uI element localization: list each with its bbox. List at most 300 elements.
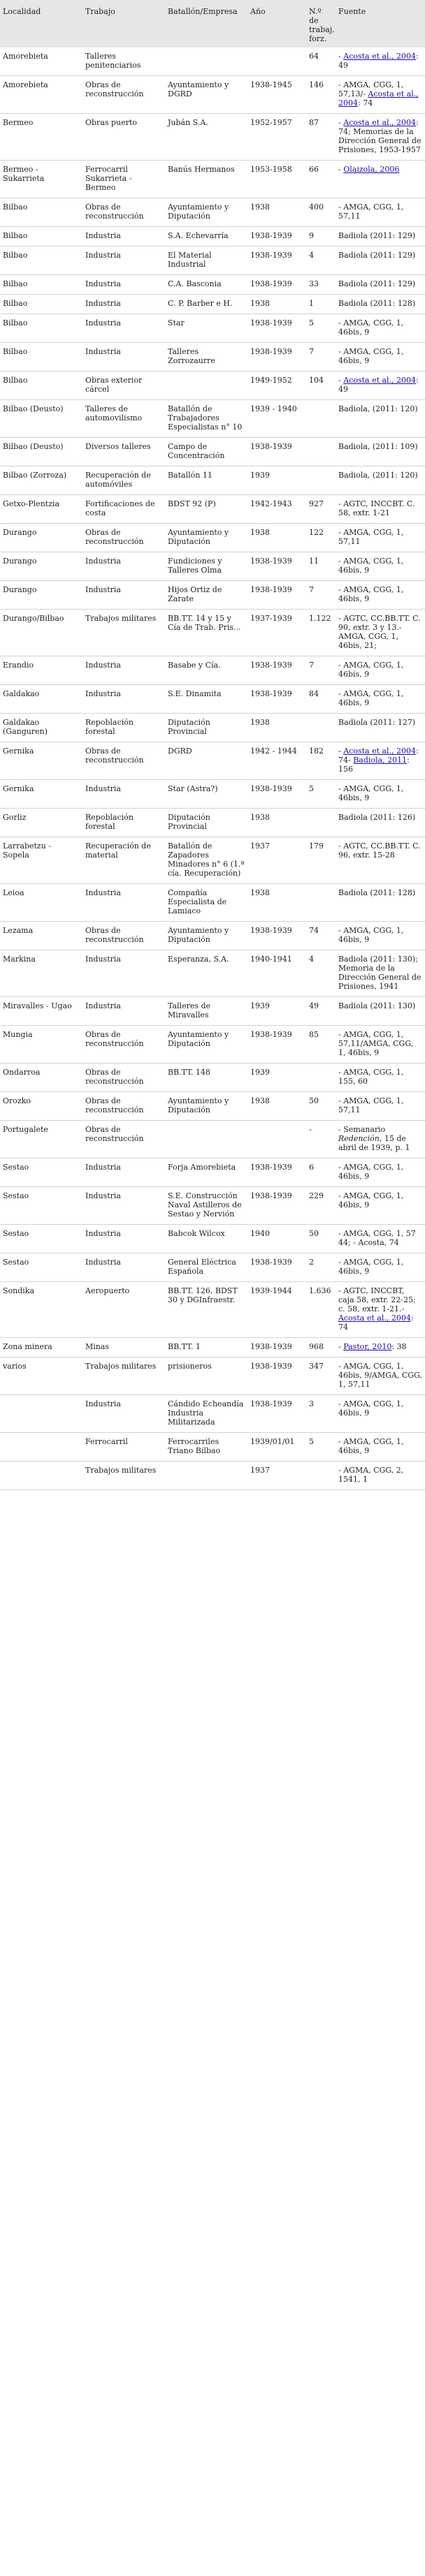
cell-fuente — [336, 1395, 425, 1433]
cell-fuente — [336, 581, 425, 610]
cell-localidad: Bermeo - Sukarrieta — [0, 161, 82, 198]
cell-ano: 1939/01/01 — [247, 1433, 306, 1462]
source-text: - AMGA, CGG, 1, 57,13/- — [338, 80, 404, 98]
cell-ano: 1938-1939 — [247, 275, 306, 295]
cell-localidad: Gernika — [0, 742, 82, 780]
table-row — [0, 1282, 425, 1338]
cell-numero-trabajadores: 4 — [306, 246, 336, 275]
cell-localidad: Amorebieta — [0, 47, 82, 76]
table-row — [0, 76, 425, 114]
source-text: - AMGA, CGG, 1, 46bis, 9 — [338, 1437, 404, 1455]
cell-fuente — [336, 552, 425, 581]
cell-localidad: Bilbao — [0, 295, 82, 314]
cell-batallon-empresa: Ayuntamiento y DGRD — [165, 76, 247, 114]
cell-batallon-empresa — [165, 1121, 247, 1158]
cell-numero-trabajadores — [306, 714, 336, 742]
table-row — [0, 227, 425, 246]
cell-localidad: Getxo-Plentzia — [0, 495, 82, 524]
cell-trabajo: Industria — [82, 552, 165, 581]
source-text: - AMGA, CGG, 1, 46bis, 9 — [338, 1258, 404, 1276]
cell-localidad: Gorliz — [0, 809, 82, 837]
cell-trabajo: Obras de reconstrucción — [82, 1121, 165, 1158]
cell-batallon-empresa: DGRD — [165, 742, 247, 780]
cell-localidad: Orozko — [0, 1092, 82, 1121]
source-link[interactable]: Acosta et al., 2004 — [343, 376, 417, 385]
cell-localidad: Durango — [0, 581, 82, 610]
cell-fuente — [336, 161, 425, 198]
cell-localidad: Portugalete — [0, 1121, 82, 1158]
cell-localidad — [0, 1462, 82, 1490]
cell-fuente — [336, 837, 425, 884]
cell-localidad: Miravalles - Ugao — [0, 997, 82, 1026]
cell-batallon-empresa: Campo de Concentración — [165, 438, 247, 466]
table-row — [0, 1187, 425, 1225]
cell-numero-trabajadores: 84 — [306, 685, 336, 714]
cell-fuente — [336, 997, 425, 1026]
source-text: - — [338, 1342, 344, 1351]
cell-trabajo: Obras de reconstrucción — [82, 1092, 165, 1121]
cell-trabajo: Industria — [82, 1225, 165, 1253]
source-text: Badiola (2011: 128) — [338, 299, 416, 308]
cell-ano: 1938-1939 — [247, 685, 306, 714]
table-row — [0, 997, 425, 1026]
cell-ano: 1938-1939 — [247, 581, 306, 610]
cell-batallon-empresa — [165, 47, 247, 76]
cell-ano: 1938-1939 — [247, 227, 306, 246]
cell-ano: 1942-1943 — [247, 495, 306, 524]
cell-localidad: Bilbao — [0, 275, 82, 295]
cell-trabajo: Repoblación forestal — [82, 714, 165, 742]
cell-numero-trabajadores: 87 — [306, 114, 336, 161]
cell-fuente — [336, 524, 425, 552]
cell-batallon-empresa: Diputación Provincial — [165, 809, 247, 837]
cell-ano: 1938-1939 — [247, 1158, 306, 1187]
cell-numero-trabajadores: 9 — [306, 227, 336, 246]
cell-localidad: Durango — [0, 552, 82, 581]
cell-numero-trabajadores: 33 — [306, 275, 336, 295]
table-row — [0, 610, 425, 656]
cell-ano: 1940 — [247, 1225, 306, 1253]
table-row — [0, 1253, 425, 1282]
cell-localidad: Lezama — [0, 922, 82, 950]
cell-trabajo: Industria — [82, 1395, 165, 1433]
source-text: - AMGA, CGG, 1, 46bis, 9 — [338, 1399, 404, 1418]
cell-numero-trabajadores: 64 — [306, 47, 336, 76]
cell-ano: 1938-1939 — [247, 1026, 306, 1063]
table-row — [0, 1026, 425, 1063]
cell-numero-trabajadores: 1 — [306, 295, 336, 314]
cell-ano: 1938-1939 — [247, 1395, 306, 1433]
source-text: - AMGA, CGG, 1, 57 44; - Acosta, 74 — [338, 1229, 416, 1247]
cell-trabajo: Talleres penitenciarios — [82, 47, 165, 76]
cell-batallon-empresa: S.A. Echevarría — [165, 227, 247, 246]
cell-batallon-empresa: Star — [165, 314, 247, 343]
cell-fuente — [336, 343, 425, 371]
cell-ano: 1949-1952 — [247, 371, 306, 400]
source-text: : 74; Memorias de la Dirección General de Prisiones, 1953-1957 — [338, 118, 422, 154]
cell-fuente — [336, 495, 425, 524]
cell-fuente — [336, 1282, 425, 1338]
cell-fuente — [336, 685, 425, 714]
source-text: Badiola (2011: 127) — [338, 718, 416, 727]
cell-numero-trabajadores: 122 — [306, 524, 336, 552]
cell-localidad: varios — [0, 1357, 82, 1395]
cell-batallon-empresa: Talleres Zorrozaurre — [165, 343, 247, 371]
cell-ano: 1939 — [247, 1063, 306, 1092]
cell-localidad: Leioa — [0, 884, 82, 922]
cell-batallon-empresa: BB.TT. 14 y 15 y Cía de Trab. Pris... — [165, 610, 247, 656]
cell-ano: 1940-1941 — [247, 950, 306, 997]
source-link[interactable]: Acosta et al., 2004 — [343, 746, 417, 756]
cell-trabajo: Obras de reconstrucción — [82, 1026, 165, 1063]
cell-ano: 1937 — [247, 837, 306, 884]
cell-batallon-empresa: Batallón 11 — [165, 466, 247, 495]
cell-localidad: Bilbao — [0, 314, 82, 343]
cell-fuente — [336, 1357, 425, 1395]
source-link[interactable]: Olaizola, 2006 — [343, 165, 400, 174]
cell-trabajo: Ferrocarril — [82, 1433, 165, 1462]
cell-fuente — [336, 1462, 425, 1490]
table-row — [0, 246, 425, 275]
cell-fuente — [336, 1433, 425, 1462]
cell-batallon-empresa: Star (Astra?) — [165, 780, 247, 809]
cell-numero-trabajadores — [306, 1462, 336, 1490]
cell-ano: 1938-1939 — [247, 780, 306, 809]
source-text: - AGTC, CC.BB.TT. C. 96, extr. 15-28 — [338, 841, 421, 860]
cell-trabajo: Industria — [82, 656, 165, 685]
table-row — [0, 950, 425, 997]
cell-ano: 1938 — [247, 809, 306, 837]
source-text: - AMGA, CGG, 1, 46bis, 9 — [338, 689, 404, 707]
cell-batallon-empresa: Batallón de Trabajadores Especialistas n° 10 — [165, 400, 247, 438]
source-text: - AMGA, CGG, 1, 57,11/AMGA, CGG, 1, 46bis, 9 — [338, 1030, 414, 1057]
cell-batallon-empresa: C. P. Barber e H. — [165, 295, 247, 314]
cell-trabajo: Industria — [82, 227, 165, 246]
cell-numero-trabajadores — [306, 466, 336, 495]
cell-fuente — [336, 275, 425, 295]
cell-batallon-empresa: BB.TT. 148 — [165, 1063, 247, 1092]
cell-batallon-empresa: S.E. Construcción Naval Astilleros de Sestao y Nervión — [165, 1187, 247, 1225]
cell-numero-trabajadores: 182 — [306, 742, 336, 780]
source-text: - — [338, 746, 344, 756]
cell-numero-trabajadores: 74 — [306, 922, 336, 950]
cell-trabajo: Talleres de automovilismo — [82, 400, 165, 438]
table-row — [0, 1357, 425, 1395]
cell-trabajo: Fortificaciones de costa — [82, 495, 165, 524]
cell-localidad: Sestao — [0, 1158, 82, 1187]
cell-batallon-empresa: BB.TT. 126, BDST 30 y DGInfraestr. — [165, 1282, 247, 1338]
cell-localidad: Bilbao — [0, 198, 82, 227]
table-row — [0, 1158, 425, 1187]
cell-ano — [247, 47, 306, 76]
source-text: : 74- — [338, 746, 419, 765]
cell-batallon-empresa: BB.TT. 1 — [165, 1338, 247, 1357]
cell-trabajo: Industria — [82, 343, 165, 371]
table-row — [0, 714, 425, 742]
cell-localidad: Bilbao — [0, 227, 82, 246]
cell-trabajo: Obras exterior cárcel — [82, 371, 165, 400]
table-row — [0, 1395, 425, 1433]
table-row — [0, 1462, 425, 1490]
cell-batallon-empresa: Ayuntamiento y Diputación — [165, 524, 247, 552]
cell-localidad: Bilbao (Zorroza) — [0, 466, 82, 495]
cell-fuente — [336, 656, 425, 685]
cell-trabajo: Obras de reconstrucción — [82, 76, 165, 114]
cell-localidad: Mungia — [0, 1026, 82, 1063]
table-body — [0, 47, 425, 1490]
cell-localidad: Markina — [0, 950, 82, 997]
table-row — [0, 114, 425, 161]
cell-localidad — [0, 1433, 82, 1462]
cell-ano: 1938-1939 — [247, 343, 306, 371]
cell-fuente — [336, 1026, 425, 1063]
cell-ano: 1938 — [247, 1092, 306, 1121]
source-text: - AMGA, CGG, 1, 46bis, 9 — [338, 926, 404, 944]
table-row — [0, 837, 425, 884]
source-text: - AGTC, INCCBT. C. 58, extr. 1-21 — [338, 499, 415, 517]
source-link[interactable]: Acosta et al., 2004 — [343, 52, 417, 61]
cell-numero-trabajadores: 85 — [306, 1026, 336, 1063]
table-row — [0, 922, 425, 950]
cell-fuente — [336, 1092, 425, 1121]
cell-batallon-empresa: Diputación Provincial — [165, 714, 247, 742]
cell-localidad: Erandio — [0, 656, 82, 685]
cell-trabajo: Minas — [82, 1338, 165, 1357]
source-text: - AMGA, CGG, 1, 46bis, 9 — [338, 347, 404, 365]
table-row — [0, 1092, 425, 1121]
cell-fuente — [336, 227, 425, 246]
cell-trabajo: Trabajos militares — [82, 610, 165, 656]
cell-ano: 1942 - 1944 — [247, 742, 306, 780]
cell-batallon-empresa: Basabe y Cía. — [165, 656, 247, 685]
table-row — [0, 343, 425, 371]
cell-trabajo: Trabajos militares — [82, 1357, 165, 1395]
cell-batallon-empresa: Compañía Especialista de Lamiaco — [165, 884, 247, 922]
cell-ano: 1938-1939 — [247, 656, 306, 685]
cell-localidad: Zona minera — [0, 1338, 82, 1357]
source-link[interactable]: Badiola, 2011 — [353, 756, 408, 765]
cell-trabajo: Repoblación forestal — [82, 809, 165, 837]
cell-trabajo: Obras de reconstrucción — [82, 922, 165, 950]
cell-localidad: Galdakao (Ganguren) — [0, 714, 82, 742]
cell-numero-trabajadores: 7 — [306, 343, 336, 371]
cell-batallon-empresa: C.A. Basconia — [165, 275, 247, 295]
source-text: - AMGA, CGG, 1, 46bis, 9/AMGA, CGG, 1, 57,11 — [338, 1362, 422, 1389]
cell-localidad: Bilbao (Deusto) — [0, 400, 82, 438]
cell-trabajo: Industria — [82, 295, 165, 314]
cell-numero-trabajadores: 11 — [306, 552, 336, 581]
cell-batallon-empresa: Ayuntamiento y Diputación — [165, 198, 247, 227]
cell-fuente — [336, 1187, 425, 1225]
cell-trabajo: Industria — [82, 1158, 165, 1187]
cell-numero-trabajadores: 7 — [306, 581, 336, 610]
source-text: - — [338, 165, 344, 174]
cell-fuente — [336, 922, 425, 950]
table-row — [0, 275, 425, 295]
cell-numero-trabajadores — [306, 400, 336, 438]
cell-numero-trabajadores: 49 — [306, 997, 336, 1026]
cell-batallon-empresa: Cándido Echeandía Industria Militarizada — [165, 1395, 247, 1433]
cell-fuente — [336, 1063, 425, 1092]
table-row — [0, 198, 425, 227]
table-row — [0, 47, 425, 76]
cell-numero-trabajadores — [306, 884, 336, 922]
cell-fuente — [336, 610, 425, 656]
cell-ano: 1939 — [247, 466, 306, 495]
cell-batallon-empresa: Ayuntamiento y Diputación — [165, 922, 247, 950]
cell-numero-trabajadores: 146 — [306, 76, 336, 114]
cell-trabajo: Industria — [82, 246, 165, 275]
cell-numero-trabajadores: 2 — [306, 1253, 336, 1282]
table-row — [0, 1338, 425, 1357]
source-text: Badiola (2011: 130); Memoria de la Dirección General de Prisiones, 1941 — [338, 955, 422, 991]
cell-localidad: Bilbao — [0, 371, 82, 400]
table-row — [0, 295, 425, 314]
cell-batallon-empresa: Babcok Wilcox — [165, 1225, 247, 1253]
cell-batallon-empresa: prisioneros — [165, 1357, 247, 1395]
source-text: - AMGA, CGG, 1, 46bis, 9 — [338, 661, 404, 679]
cell-fuente — [336, 76, 425, 114]
cell-batallon-empresa: Banús Hermanos — [165, 161, 247, 198]
table-row — [0, 809, 425, 837]
cell-ano: 1938 — [247, 714, 306, 742]
source-link[interactable]: Pastor, 2010 — [343, 1342, 392, 1351]
source-text: Badiola (2011: 129) — [338, 251, 416, 260]
cell-numero-trabajadores: 179 — [306, 837, 336, 884]
cell-fuente — [336, 295, 425, 314]
cell-trabajo: Diversos talleres — [82, 438, 165, 466]
source-text: Badiola (2011: 129) — [338, 231, 416, 240]
cell-fuente — [336, 950, 425, 997]
cell-ano: 1937 — [247, 1462, 306, 1490]
source-link[interactable]: Acosta et al., 2004 — [343, 118, 417, 127]
cell-ano: 1938-1939 — [247, 1357, 306, 1395]
table-row — [0, 1433, 425, 1462]
table-row — [0, 524, 425, 552]
header-batallon-empresa: Batallón/Empresa — [165, 0, 247, 47]
cell-numero-trabajadores: 400 — [306, 198, 336, 227]
source-text: - — [338, 52, 344, 61]
cell-batallon-empresa: BDST 92 (P) — [165, 495, 247, 524]
cell-fuente — [336, 466, 425, 495]
source-text: : 156 — [338, 756, 410, 774]
source-text: Badiola, (2011: 120) — [338, 471, 418, 480]
header-numero-trabajadores: N.º de trabaj. forz. — [306, 0, 336, 47]
cell-numero-trabajadores: 6 — [306, 1158, 336, 1187]
source-text: - — [338, 376, 344, 385]
cell-numero-trabajadores: 4 — [306, 950, 336, 997]
cell-batallon-empresa: Fundiciones y Talleres Olma — [165, 552, 247, 581]
table-row — [0, 581, 425, 610]
cell-ano: 1938-1945 — [247, 76, 306, 114]
cell-localidad: Bilbao — [0, 343, 82, 371]
cell-numero-trabajadores — [306, 809, 336, 837]
table-row — [0, 161, 425, 198]
source-link[interactable]: Acosta et al., 2004 — [338, 1313, 411, 1323]
cell-ano: 1938-1939 — [247, 1187, 306, 1225]
source-text: , 15 de abril de 1939, p. 1 — [338, 1134, 410, 1152]
cell-ano: 1938-1939 — [247, 922, 306, 950]
source-text: - AMGA, CGG, 1, 57,11 — [338, 528, 404, 546]
cell-localidad: Bermeo — [0, 114, 82, 161]
cell-batallon-empresa: Forja Amorebieta — [165, 1158, 247, 1187]
cell-ano: 1952-1957 — [247, 114, 306, 161]
cell-trabajo: Obras de reconstrucción — [82, 198, 165, 227]
cell-numero-trabajadores: 1.636 — [306, 1282, 336, 1338]
cell-localidad: Amorebieta — [0, 76, 82, 114]
cell-trabajo: Recuperación de automóviles — [82, 466, 165, 495]
cell-batallon-empresa: Ayuntamiento y Diputación — [165, 1092, 247, 1121]
cell-numero-trabajadores: 5 — [306, 780, 336, 809]
cell-ano: 1939 — [247, 997, 306, 1026]
cell-ano: 1937-1939 — [247, 610, 306, 656]
cell-numero-trabajadores: 66 — [306, 161, 336, 198]
source-text: Badiola (2011: 129) — [338, 279, 416, 288]
table-row — [0, 780, 425, 809]
cell-fuente — [336, 884, 425, 922]
cell-trabajo: Industria — [82, 1187, 165, 1225]
cell-trabajo: Trabajos militares — [82, 1462, 165, 1490]
source-text: Badiola (2011: 128) — [338, 888, 416, 897]
source-text: - AMGA, CGG, 1, 57,11 — [338, 203, 404, 221]
cell-trabajo: Industria — [82, 1253, 165, 1282]
source-text: Badiola, (2011: 120) — [338, 404, 418, 413]
cell-fuente — [336, 438, 425, 466]
table-row — [0, 466, 425, 495]
cell-numero-trabajadores: 3 — [306, 1395, 336, 1433]
cell-trabajo: Recuperación de material — [82, 837, 165, 884]
header-ano: Año — [247, 0, 306, 47]
cell-localidad: Sestao — [0, 1253, 82, 1282]
source-text: Badiola (2011: 126) — [338, 813, 416, 822]
source-text: - Semanario — [338, 1125, 386, 1134]
cell-numero-trabajadores: 7 — [306, 656, 336, 685]
header-localidad: Localidad — [0, 0, 82, 47]
cell-ano: 1938-1939 — [247, 552, 306, 581]
cell-trabajo: Industria — [82, 275, 165, 295]
source-text: Badiola, (2011: 109) — [338, 442, 418, 451]
cell-fuente — [336, 1253, 425, 1282]
cell-localidad — [0, 1395, 82, 1433]
table-header — [0, 0, 425, 47]
cell-ano: 1938 — [247, 295, 306, 314]
source-text: - AMGA, CGG, 1, 46bis, 9 — [338, 318, 404, 337]
table-row — [0, 1063, 425, 1092]
source-text: - AMGA, CGG, 1, 46bis, 9 — [338, 557, 404, 575]
cell-batallon-empresa: S.E. Dinamita — [165, 685, 247, 714]
source-text: - AMGA, CGG, 1, 46bis, 9 — [338, 1163, 404, 1181]
cell-fuente — [336, 371, 425, 400]
source-text: - AMGA, CGG, 1, 46bis, 9 — [338, 1191, 404, 1209]
cell-ano: 1939 - 1940 — [247, 400, 306, 438]
source-text: : 38 — [391, 1342, 407, 1351]
source-link[interactable]: Acosta et al., 2004 — [338, 89, 419, 108]
table-row — [0, 371, 425, 400]
cell-batallon-empresa: General Eléctrica Española — [165, 1253, 247, 1282]
cell-ano: 1939-1944 — [247, 1282, 306, 1338]
source-text: : 74 — [358, 98, 373, 108]
cell-trabajo: Industria — [82, 997, 165, 1026]
source-text: - AGMA, CGG, 2, 1541, 1 — [338, 1466, 404, 1484]
cell-localidad: Sestao — [0, 1187, 82, 1225]
cell-batallon-empresa — [165, 371, 247, 400]
cell-ano: 1938 — [247, 524, 306, 552]
table-row — [0, 1121, 425, 1158]
cell-localidad: Sondika — [0, 1282, 82, 1338]
source-text: - AGTC, CC.BB.TT. C. 90, extr. 3 y 13.- AMGA, CGG, 1, 46bis, 21; — [338, 614, 421, 650]
cell-numero-trabajadores: 229 — [306, 1187, 336, 1225]
source-title: Redención — [338, 1134, 380, 1143]
